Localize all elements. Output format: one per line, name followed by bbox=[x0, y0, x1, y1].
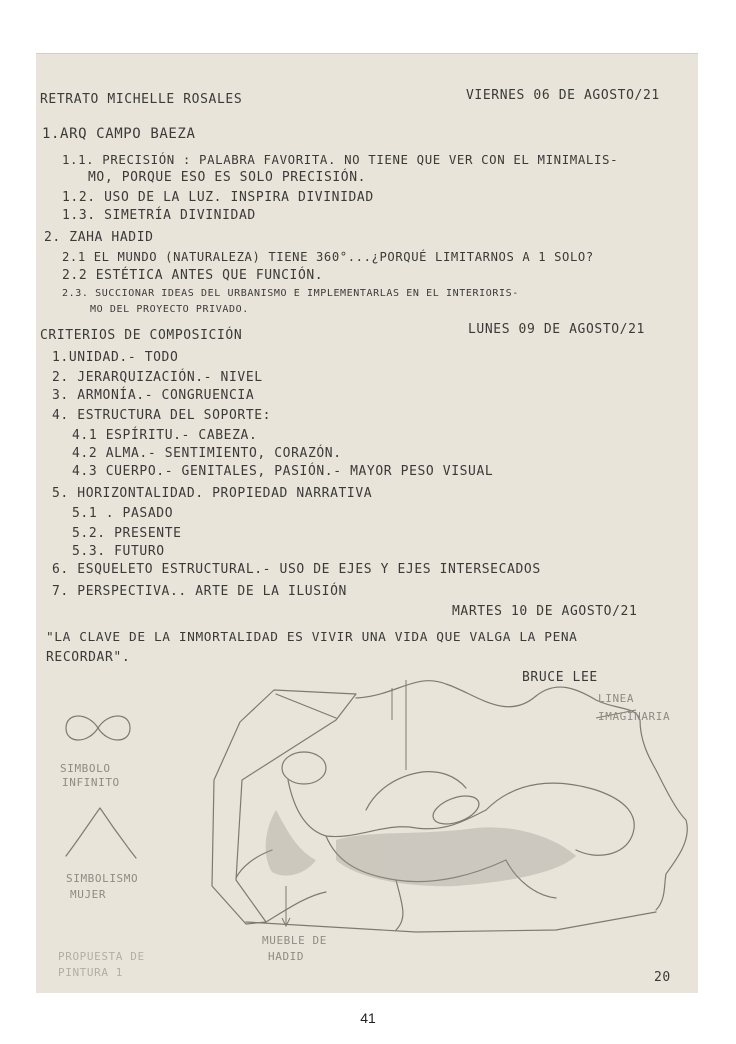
woman-symbol-icon bbox=[66, 808, 136, 858]
label-hadid: HADID bbox=[268, 950, 305, 963]
document-page-number: 41 bbox=[360, 1010, 376, 1026]
label-propuesta: PROPUESTA DE bbox=[58, 950, 145, 963]
date-monday: LUNES 09 DE AGOSTO/21 bbox=[468, 322, 645, 337]
criterio-2: 2. JERARQUIZACIÓN.- NIVEL bbox=[52, 370, 263, 385]
zaha-item-3-line1: 2.3. SUCCIONAR IDEAS DEL URBANISMO E IMPLEMENTARLAS EN EL INTERIORIS- bbox=[62, 288, 519, 299]
criterio-3: 3. ARMONÍA.- CONGRUENCIA bbox=[52, 388, 255, 403]
portrait-heading: RETRATO MICHELLE ROSALES bbox=[40, 92, 243, 107]
quote-line-2: RECORDAR". bbox=[46, 650, 131, 665]
label-mujer: MUJER bbox=[70, 888, 107, 901]
notebook-page-number: 20 bbox=[654, 970, 671, 985]
criterios-title: CRITERIOS DE COMPOSICIÓN bbox=[40, 328, 243, 343]
zaha-item-2: 2.2 ESTÉTICA ANTES QUE FUNCIÓN. bbox=[62, 268, 324, 283]
zaha-item-3-line2: MO DEL PROYECTO PRIVADO. bbox=[90, 304, 249, 315]
quote-author: BRUCE LEE bbox=[522, 670, 598, 685]
campo-item-2: 1.2. USO DE LA LUZ. INSPIRA DIVINIDAD bbox=[62, 190, 374, 205]
criterio-5-1: 5.1 . PASADO bbox=[72, 506, 174, 521]
section-zaha-title: 2. ZAHA HADID bbox=[44, 230, 154, 245]
label-infinito: INFINITO bbox=[62, 776, 120, 789]
campo-item-1-line2: MO, PORQUE ESO ES SOLO PRECISIÓN. bbox=[88, 170, 367, 185]
infinity-symbol-icon bbox=[66, 716, 130, 740]
label-imaginaria: IMAGINARIA bbox=[598, 710, 671, 723]
date-tuesday: MARTES 10 DE AGOSTO/21 bbox=[452, 604, 638, 619]
criterio-4-1: 4.1 ESPÍRITU.- CABEZA. bbox=[72, 428, 258, 443]
criterio-5: 5. HORIZONTALIDAD. PROPIEDAD NARRATIVA bbox=[52, 486, 373, 501]
zaha-item-1: 2.1 EL MUNDO (NATURALEZA) TIENE 360°...¿PORQUÉ LIMITARNOS A 1 SOLO? bbox=[62, 250, 594, 264]
criterio-5-2: 5.2. PRESENTE bbox=[72, 526, 182, 541]
label-simbolo: SIMBOLO bbox=[60, 762, 111, 775]
criterio-5-3: 5.3. FUTURO bbox=[72, 544, 165, 559]
date-friday: VIERNES 06 DE AGOSTO/21 bbox=[466, 88, 660, 103]
criterio-1: 1.UNIDAD.- TODO bbox=[52, 350, 179, 365]
section-campo-baeza-title: 1.ARQ CAMPO BAEZA bbox=[42, 126, 196, 142]
campo-item-1-line1: 1.1. PRECISIÓN : PALABRA FAVORITA. NO TIENE QUE VER CON EL MINIMALIS- bbox=[62, 152, 619, 167]
criterio-4: 4. ESTRUCTURA DEL SOPORTE: bbox=[52, 408, 272, 423]
furniture-frame bbox=[212, 690, 356, 924]
criterio-6: 6. ESQUELETO ESTRUCTURAL.- USO DE EJES Y EJES INTERSECADOS bbox=[52, 562, 541, 577]
campo-item-3: 1.3. SIMETRÍA DIVINIDAD bbox=[62, 208, 256, 223]
label-pintura: PINTURA 1 bbox=[58, 966, 124, 979]
label-mueble: MUEBLE DE bbox=[262, 934, 328, 947]
label-simbolismo: SIMBOLISMO bbox=[66, 872, 139, 885]
quote-line-1: "LA CLAVE DE LA INMORTALIDAD ES VIVIR UNA VIDA QUE VALGA LA PENA bbox=[46, 630, 578, 645]
criterio-4-3: 4.3 CUERPO.- GENITALES, PASIÓN.- MAYOR PESO VISUAL bbox=[72, 464, 494, 479]
criterio-4-2: 4.2 ALMA.- SENTIMIENTO, CORAZÓN. bbox=[72, 446, 342, 461]
criterio-7: 7. PERSPECTIVA.. ARTE DE LA ILUSIÓN bbox=[52, 584, 347, 599]
label-linea: LINEA bbox=[598, 692, 635, 705]
